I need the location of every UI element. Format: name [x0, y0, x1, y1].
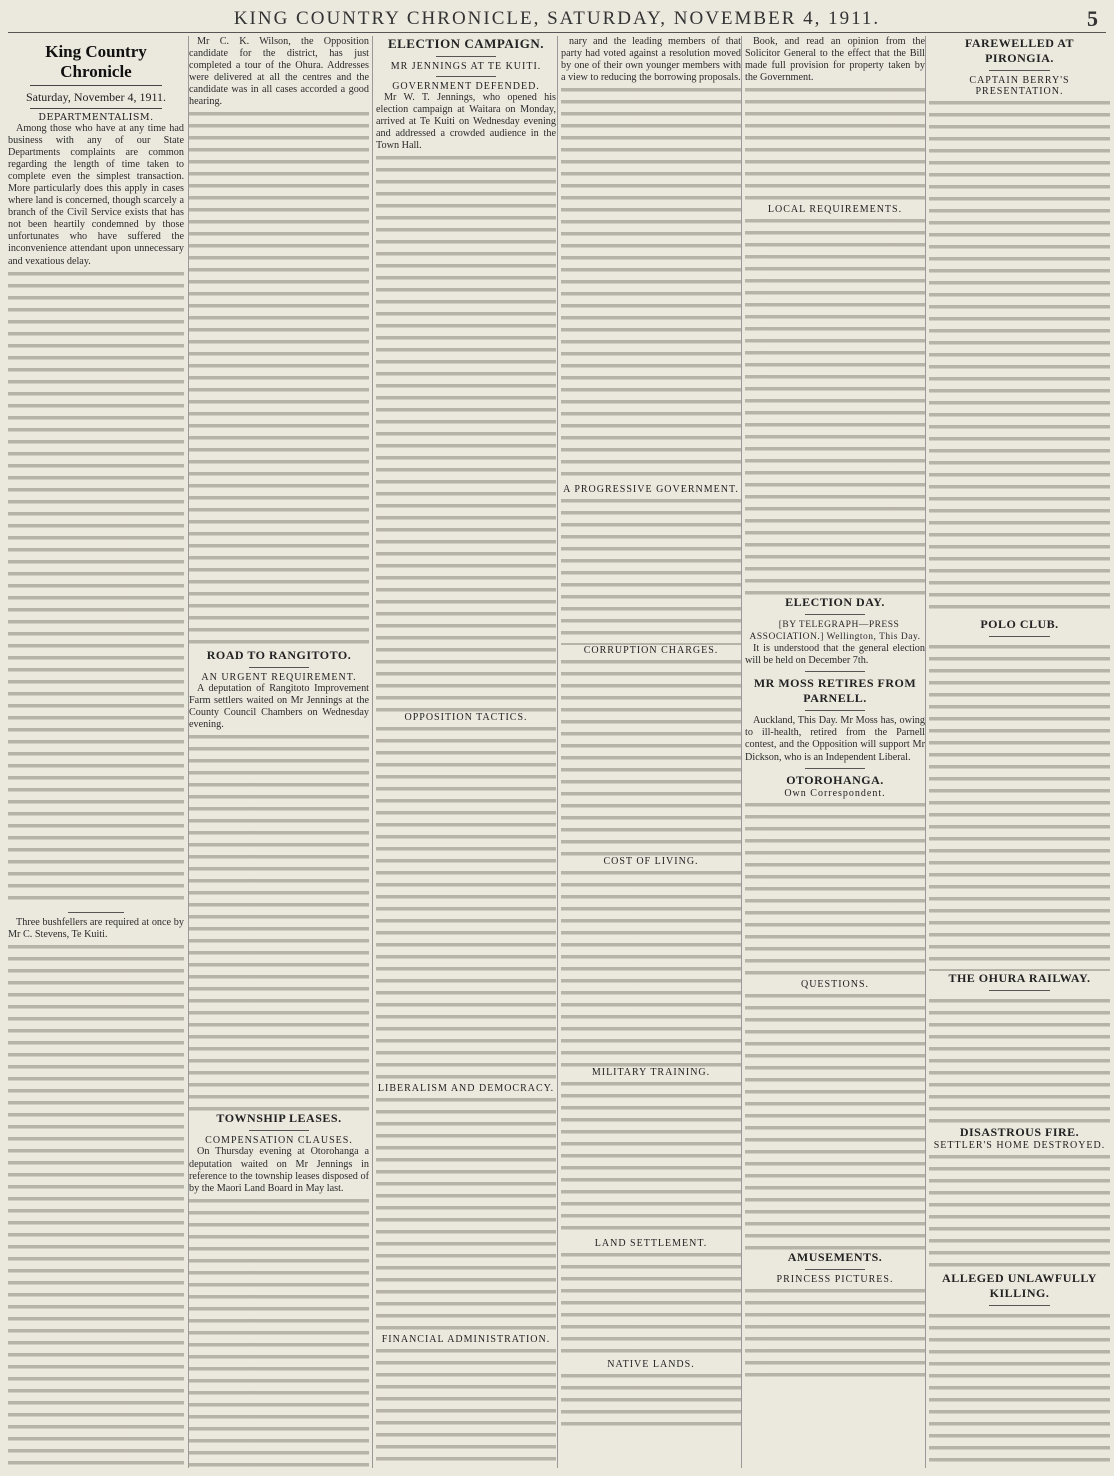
article-body-text — [189, 1195, 369, 1468]
column-6 — [925, 36, 1110, 1468]
article-subheading: NATIVE LANDS. — [607, 1359, 695, 1371]
article-heading: AMUSEMENTS. — [787, 1249, 883, 1264]
article-subheading: FINANCIAL ADMINISTRATION. — [381, 1334, 551, 1346]
article-body-text — [929, 995, 1110, 1125]
article-lead: Three bushfellers are required at once by Mr C. Stevens, Te Kuiti. — [8, 916, 184, 940]
article-body-text — [929, 641, 1110, 971]
article-body-text — [189, 108, 369, 648]
article-heading: MR MOSS RETIRES FROM PARNELL. — [753, 676, 917, 706]
article-lead: Among those who have at any time had business with any of our State Departments complaints are common regarding the length of time taken to complete even the simplest transaction. More particularly does this apply in cases where land is concerned, though scarcely a branch of the Civil Service exists that has not been heartily condemned by those unfortunates who have suffered the inconvenience attendant upon unnecessary and vexatious delay. — [8, 123, 184, 267]
article-heading: ALLEGED UNLAWFULLY KILLING. — [942, 1271, 1097, 1300]
article-subheading: LAND SETTLEMENT. — [594, 1238, 708, 1250]
article-subheading: OPPOSITION TACTICS. — [404, 712, 528, 724]
column-2 — [188, 36, 369, 1468]
article-lead: A deputation of Rangitoto Improvement Farm settlers waited on Mr Jennings at the County Council Chambers on Wednesday evening. — [189, 683, 369, 731]
article-lead: On Thursday evening at Otorohanga a deputation waited on Mr Jennings in reference to the township leases disposed of by the Maori Land Board in May last. — [189, 1146, 369, 1194]
article-body-text — [745, 84, 925, 204]
article-lead: nary and the leading members of that party had voted against a resolution moved by one of their own younger members with a view to reducing the borrowing proposals. — [561, 36, 741, 84]
article-body-text — [561, 1370, 741, 1430]
article-heading: THE OHURA RAILWAY. — [948, 971, 1091, 985]
article-body-text — [8, 268, 184, 908]
article-subheading: QUESTIONS. — [800, 978, 870, 990]
article-body-text — [561, 1249, 741, 1359]
article-body-text — [561, 1078, 741, 1238]
masthead-title: KING COUNTRY CHRONICLE, SATURDAY, NOVEMBER 4, 1911. — [233, 8, 881, 29]
column-3 — [372, 36, 556, 1468]
column-1 — [8, 36, 184, 1468]
article-subheading: LOCAL REQUIREMENTS. — [767, 204, 903, 216]
article-body-text — [929, 1151, 1110, 1271]
article-body-text — [745, 1285, 925, 1385]
article-body-text — [189, 731, 369, 1111]
issue-date: Saturday, November 4, 1911. — [25, 90, 167, 104]
masthead — [8, 6, 1106, 33]
article-body-text — [745, 990, 925, 1250]
article-subheading: COST OF LIVING. — [603, 856, 699, 868]
article-subheading: CAPTAIN BERRY'S PRESENTATION. — [969, 75, 1070, 97]
article-subheading: MILITARY TRAINING. — [591, 1067, 711, 1079]
article-body-text — [376, 1094, 556, 1334]
article-heading: ROAD TO RANGITOTO. — [206, 648, 352, 663]
article-body-text — [376, 723, 556, 1083]
article-body-text — [561, 495, 741, 645]
article-body-text — [376, 152, 556, 712]
article-body-text — [8, 941, 184, 1468]
column-5 — [741, 36, 925, 1468]
article-lead: It is understood that the general election will be held on December 7th. — [745, 643, 925, 667]
article-body-text — [929, 97, 1110, 617]
article-heading: ELECTION CAMPAIGN. — [387, 36, 545, 51]
article-lead: Book, and read an opinion from the Solicitor General to the effect that the Bill made full provision for property taken by the Government. — [745, 36, 925, 84]
article-subheading: LIBERALISM AND DEMOCRACY. — [377, 1083, 555, 1095]
article-heading: FAREWELLED AT PIRONGIA. — [964, 36, 1075, 65]
press-credit: [BY TELEGRAPH—PRESS ASSOCIATION.] Wellington, This Day. — [749, 620, 921, 643]
article-heading: TOWNSHIP LEASES. — [216, 1111, 342, 1126]
section-heading: DEPARTMENTALISM. — [38, 112, 154, 123]
article-body-text — [561, 84, 741, 484]
article-subheading: GOVERNMENT DEFENDED. — [392, 81, 540, 92]
article-body-text — [561, 867, 741, 1067]
article-subheading: PRINCESS PICTURES. — [776, 1273, 894, 1285]
article-heading: ELECTION DAY. — [785, 595, 885, 610]
article-subheading: A PROGRESSIVE GOVERNMENT. — [563, 484, 739, 496]
article-body-text — [745, 799, 925, 979]
article-body-text — [929, 1310, 1110, 1468]
article-heading: OTOROHANGA. — [786, 772, 884, 787]
article-lead: Auckland, This Day. Mr Moss has, owing to ill-health, retired from the Parnell contest, and the Opposition will support Mr Dickson, who is an Independent Liberal. — [745, 715, 925, 763]
article-subheading: CORRUPTION CHARGES. — [583, 645, 719, 657]
newspaper-logo: King Country Chronicle — [45, 42, 147, 81]
article-body-text — [376, 1345, 556, 1468]
article-body-text — [745, 215, 925, 595]
article-subheading: AN URGENT REQUIREMENT. — [201, 672, 357, 684]
page-number: 5 — [1087, 6, 1098, 31]
article-heading: POLO CLUB. — [980, 617, 1059, 631]
article-lead: Mr C. K. Wilson, the Opposition candidate for the district, has just completed a tour of the Ohura. Addresses were delivered at all the centres and the candidate was in all cases accorded a good hearing. — [189, 36, 369, 108]
article-subheading: MR JENNINGS AT TE KUITI. — [390, 61, 542, 72]
article-subheading: Own Correspondent. — [784, 787, 886, 799]
article-subheading: COMPENSATION CLAUSES. — [205, 1135, 353, 1147]
article-lead: Mr W. T. Jennings, who opened his election campaign at Waitara on Monday, arrived at Te Kuiti on Wednesday evening and addressed a crowded audience in the Town Hall. — [376, 92, 556, 152]
column-4 — [557, 36, 741, 1468]
article-subheading: SETTLER'S HOME DESTROYED. — [933, 1140, 1106, 1151]
article-body-text — [561, 656, 741, 856]
article-heading: DISASTROUS FIRE. — [959, 1125, 1080, 1139]
